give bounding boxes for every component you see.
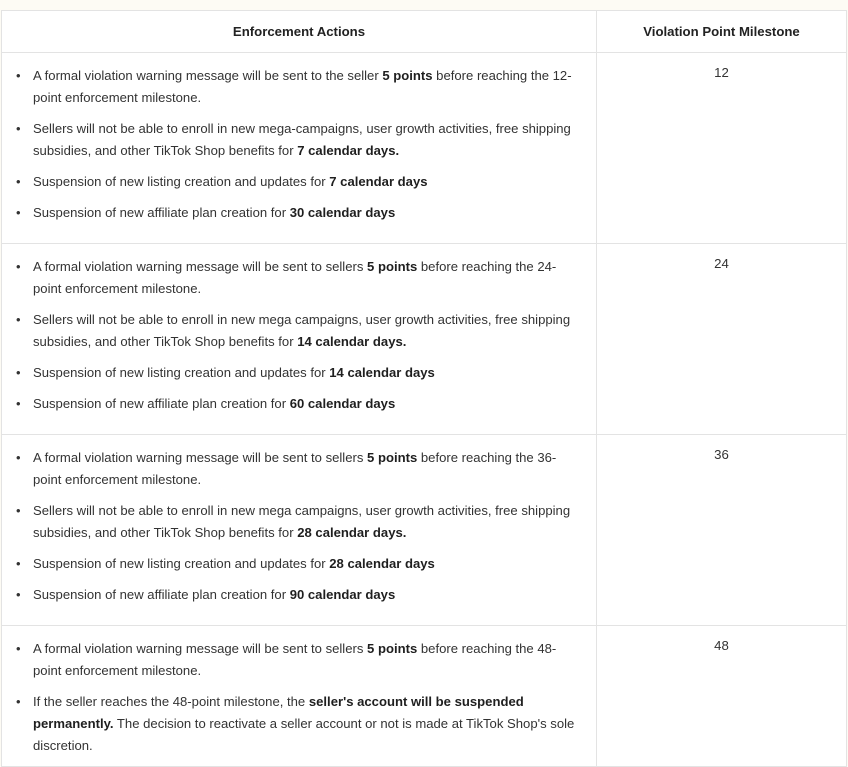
bullet-icon: • [16,556,21,571]
list-item: • Sellers will not be able to enroll in new mega campaigns, user growth activities, free shipping subsidies, and other TikTok Shop benefits for 28 calendar days. [14,500,584,544]
header-enforcement-actions: Enforcement Actions [2,11,597,53]
actions-list [14,638,584,757]
table-row [2,626,847,767]
list-item: • If the seller reaches the 48-point milestone, the seller's account will be suspended permanently. The decision to reactivate a seller account or not is made at TikTok Shop's sole discretion. [14,691,584,757]
bullet-icon: • [16,587,21,602]
list-item: • A formal violation warning message will be sent to sellers 5 points before reaching the 36-point enforcement milestone. [14,447,584,491]
actions-cell [2,435,597,626]
bullet-icon: • [16,121,21,136]
bullet-icon: • [16,450,21,465]
milestone-cell: 36 [597,435,847,626]
actions-cell [2,244,597,435]
bullet-icon: • [16,312,21,327]
list-item: • Sellers will not be able to enroll in new mega campaigns, user growth activities, free shipping subsidies, and other TikTok Shop benefits for 14 calendar days. [14,309,584,353]
actions-list [14,256,584,415]
list-item: • Suspension of new affiliate plan creation for 90 calendar days [14,584,584,606]
bullet-icon: • [16,205,21,220]
list-item: • A formal violation warning message will be sent to the seller 5 points before reaching the 12-point enforcement milestone. [14,65,584,109]
list-item: • Suspension of new listing creation and updates for 28 calendar days [14,553,584,575]
enforcement-table-container [0,10,848,767]
milestone-cell: 48 [597,626,847,767]
actions-cell [2,626,597,767]
bullet-icon: • [16,503,21,518]
list-item: • A formal violation warning message will be sent to sellers 5 points before reaching the 48-point enforcement milestone. [14,638,584,682]
list-item: • Suspension of new listing creation and updates for 14 calendar days [14,362,584,384]
table-row [2,435,847,626]
milestone-cell: 12 [597,53,847,244]
actions-cell [2,53,597,244]
bullet-icon: • [16,694,21,709]
header-violation-point-milestone: Violation Point Milestone [597,11,847,53]
milestone-cell: 24 [597,244,847,435]
bullet-icon: • [16,396,21,411]
bullet-icon: • [16,641,21,656]
list-item: • Suspension of new affiliate plan creation for 30 calendar days [14,202,584,224]
table-row [2,53,847,244]
bullet-icon: • [16,365,21,380]
list-item: • Suspension of new listing creation and updates for 7 calendar days [14,171,584,193]
list-item: • Sellers will not be able to enroll in new mega-campaigns, user growth activities, free shipping subsidies, and other TikTok Shop benefits for 7 calendar days. [14,118,584,162]
table-row [2,244,847,435]
bullet-icon: • [16,68,21,83]
bullet-icon: • [16,259,21,274]
table-header-row [2,11,847,53]
list-item: • Suspension of new affiliate plan creation for 60 calendar days [14,393,584,415]
actions-list [14,65,584,224]
list-item: • A formal violation warning message will be sent to sellers 5 points before reaching the 24-point enforcement milestone. [14,256,584,300]
actions-list [14,447,584,606]
enforcement-table [1,10,847,767]
bullet-icon: • [16,174,21,189]
